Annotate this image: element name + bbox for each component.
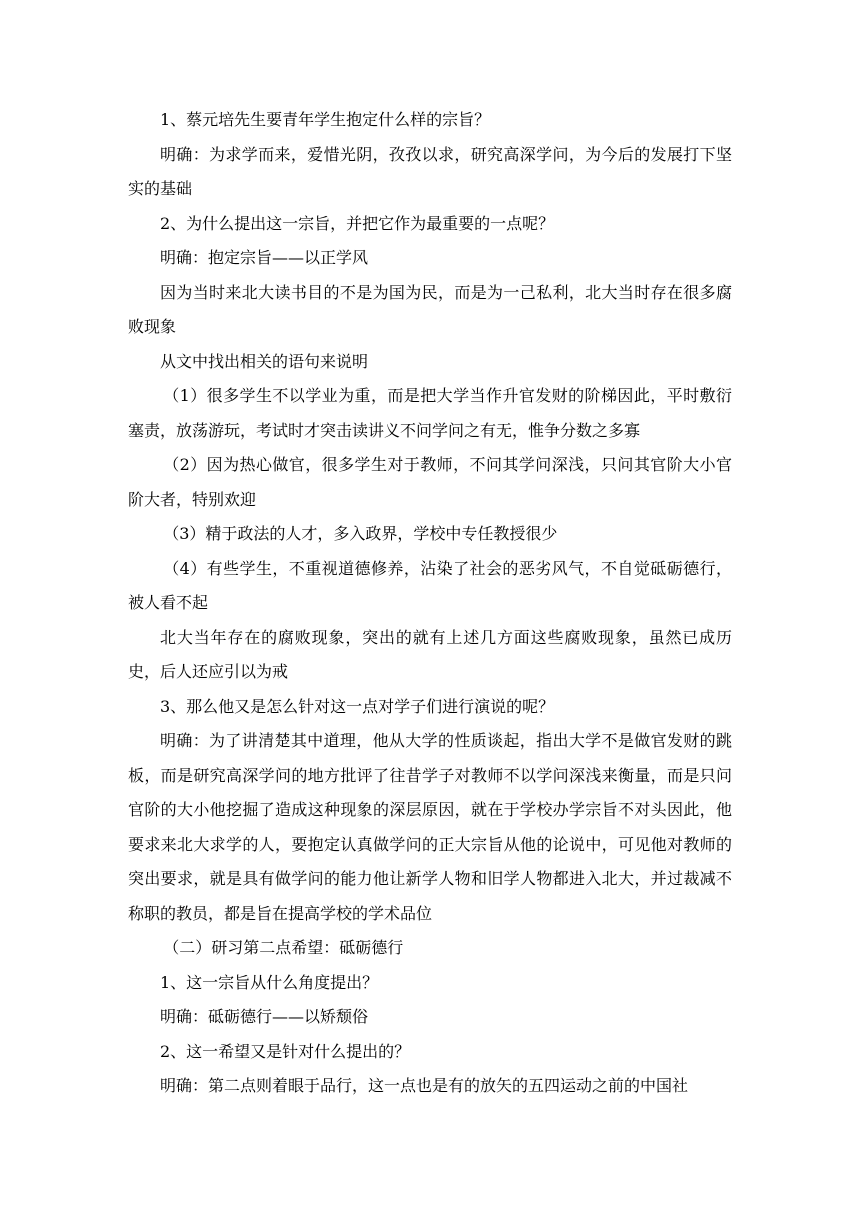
point-2: （2）因为热心做官，很多学生对于教师，不问其学问深浅，只问其官阶大小官阶大者，特别欢迎 [128,455,732,509]
answer-3: 明确：为了讲清楚其中道理，他从大学的性质谈起，指出大学不是做官发财的跳板，而是研究高深学问的地方批评了往昔学子对教师不以学问深浅来衡量，而是只问官阶的大小他挖掘了造成这种现象的深层原因，就在于学校办学宗旨不对头因此，他要求来北大求学的人，要抱定认真做学问的正大宗旨从他的论说中，可见他对教师的突出要求，就是具有做学问的能力他让新学人物和旧学人物都进入北大，并过裁减不称职的教员，都是旨在提高学校的学术品位 [128,731,732,923]
document-body [128,103,732,1104]
question-5: 2、这一希望又是针对什么提出的？ [160,1041,411,1061]
answer-1: 明确：为求学而来，爱惜光阴，孜孜以求，研究高深学问，为今后的发展打下坚实的基础 [128,144,732,198]
question-3: 3、那么他又是怎么针对这一点对学子们进行演说的呢？ [160,696,555,716]
section-heading: （二）研习第二点希望：砥砺德行 [163,938,404,957]
instruction-paragraph: 从文中找出相关的语句来说明 [160,351,369,371]
point-3: （3）精于政法的人才，多入政界，学校中专任教授很少 [163,524,558,543]
point-4: （4）有些学生，不重视道德修养，沾染了社会的恶劣风气，不自觉砥砺德行，被人看不起 [128,558,732,612]
question-4: 1、这一宗旨从什么角度提出？ [160,972,379,992]
explanation-paragraph: 因为当时来北大读书目的不是为国为民，而是为一己私利，北大当时存在很多腐败现象 [128,282,732,336]
answer-5: 明确：第二点则着眼于品行，这一点也是有的放矢的五四运动之前的中国社 [160,1076,689,1095]
answer-2: 明确：抱定宗旨——以正学风 [160,248,369,267]
question-1: 1、蔡元培先生要青年学生抱定什么样的宗旨？ [160,110,491,129]
question-2: 2、为什么提出这一宗旨，并把它作为最重要的一点呢？ [160,213,555,233]
point-1: （1）很多学生不以学业为重，而是把大学当作升官发财的阶梯因此，平时敷衍塞责，放荡游玩，考试时才突击读讲义不问学问之有无，惟争分数之多寡 [128,386,732,440]
answer-4: 明确：砥砺德行——以矫颓俗 [160,1007,369,1026]
summary-paragraph: 北大当年存在的腐败现象，突出的就有上述几方面这些腐败现象，虽然已成历史，后人还应引以为戒 [128,627,732,681]
